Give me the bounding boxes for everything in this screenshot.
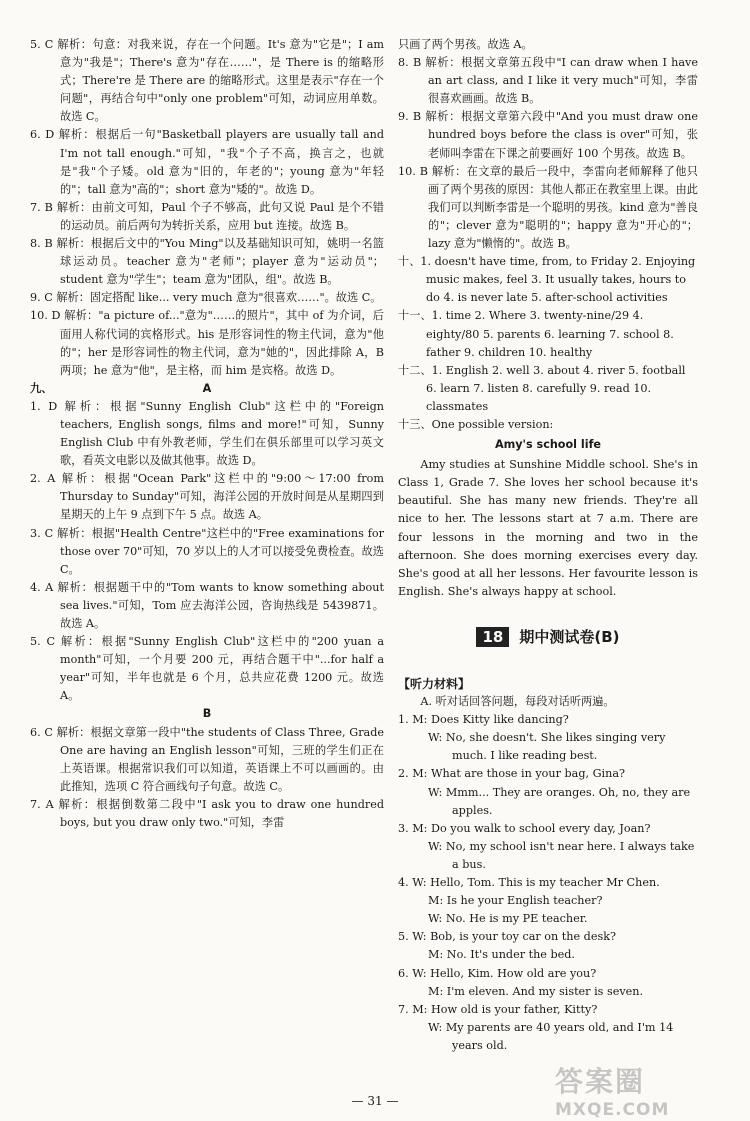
listening-section: [398, 671, 698, 1055]
answer-item: 6. C 解析：根据文章第一段中"the students of Class Three, Grade One are having an English lesson"可知，三班的学生们正在上英语课。根据常识我们可以知道，英语课上不可以画画的。由此推知，选项 C 符合画线句子句意。故选 C。: [30, 725, 384, 793]
dialogue-line: W: No, she doesn't. She likes singing very much. I like reading best.: [428, 731, 666, 763]
answer-item: 6. D 解析：根据后一句"Basketball players are usually tall and I'm not tall enough."可知，"我"个子不高，换言之，也就是"我"个子矮。old 意为"旧的，年老的"；young 意为"年轻的"；tall 意为"高的"；short 意为"矮的"。故选 D。: [30, 128, 384, 196]
answer-row: 十二、1. English 2. well 3. about 4. river 5. football 6. learn 7. listen 8. carefully 9. read 10. classmates: [398, 363, 686, 413]
dialogue-line: 2. M: What are those in your bag, Gina?: [398, 767, 625, 781]
section-part: B: [202, 707, 212, 721]
answer-row: 十三、One possible version:: [398, 417, 554, 431]
answer-item: 10. D 解析："a picture of..."意为"……的照片"，其中 of 为介词，后面用人称代词的宾格形式。his 是形容词性的物主代词，意为"他的"；her 是形容词性的物主代词，意为"她的"，因此排除 A，B 两项；he 意为"他"，是主格，而 him 是宾格。故选 D。: [30, 309, 384, 377]
test-title-text: 期中测试卷(B): [519, 627, 620, 646]
dialogue-list: [398, 711, 698, 1055]
dialogue-line: W: No. He is my PE teacher.: [428, 912, 588, 926]
answer-item: 2. A 解析：根据"Ocean Park"这栏中的"9:00～17:00 from Thursday to Sunday"可知，海洋公园的开放时间是从星期四到星期天的上午 9 点到下午 5 点。故选 A。: [30, 472, 384, 522]
answer-item: 只画了两个男孩。故选 A。: [398, 38, 533, 51]
answer-item: 8. B 解析：根据后文中的"You Ming"以及基础知识可知，姚明一名篮球运动员。teacher 意为"老师"；player 意为"运动员"；student 意为"学生"；team 意为"团队，组"。故选 B。: [30, 237, 384, 287]
dialogue-line: M: Is he your English teacher?: [428, 894, 603, 908]
watermark-url: MXQE.COM: [555, 1100, 670, 1120]
answer-item: 8. B 解析：根据文章第五段中"I can draw when I have an art class, and I like it very much"可知，李雷很喜欢画画。故选 B。: [398, 56, 698, 106]
dialogue-line: M: No. It's under the bed.: [428, 948, 575, 962]
dialogue-line: W: No, my school isn't near here. I always take a bus.: [428, 839, 695, 871]
answer-item: 4. A 解析：根据题干中的"Tom wants to know something about sea lives."可知，Tom 应去海洋公园，咨询热线是 5439871。故选 A。: [30, 580, 384, 630]
dialogue-line: 1. M: Does Kitty like dancing?: [398, 713, 569, 727]
answer-row: 十、1. doesn't have time, from, to Friday 2. Enjoying music makes, feel 3. It usually takes, hours to do 4. is never late 5. after-school activities: [398, 255, 696, 305]
answer-item: 5. C 解析：句意：对我来说，存在一个问题。It's 意为"它是"；I am 意为"我是"；There's 意为"存在……"，是 There is 的缩略形式；There're 是 There are 的缩略形式。这里是表示"存在一个问题"，再结合句中"only one problem"可知，动词应用单数。故选 C。: [30, 38, 384, 124]
left-column: [30, 36, 384, 832]
listening-heading: 【听力材料】: [398, 677, 471, 691]
answer-item: 7. A 解析：根据倒数第二段中"I ask you to draw one hundred boys, but you draw only two."可知，李雷: [30, 797, 384, 830]
section-heading: [30, 705, 384, 723]
dialogue-line: M: I'm eleven. And my sister is seven.: [428, 984, 644, 998]
test-title: [398, 627, 698, 647]
answer-item: 7. B 解析：由前文可知，Paul 个子不够高，此句又说 Paul 是个不错的运动员。前后两句为转折关系，应用 but 连接。故选 B。: [30, 200, 384, 232]
answer-row: 十一、1. time 2. Where 3. twenty-nine/29 4. eighty/80 5. parents 6. learning 7. school 8. father 9. children 10. healthy: [398, 309, 674, 359]
dialogue-line: 5. W: Bob, is your toy car on the desk?: [398, 930, 616, 944]
section-heading: [30, 380, 384, 398]
page-number: — 31 —: [351, 1094, 399, 1108]
dialogue-line: 6. W: Hello, Kim. How old are you?: [398, 966, 597, 980]
dialogue-line: 7. M: How old is your father, Kitty?: [398, 1002, 598, 1016]
dialogue-line: 3. M: Do you walk to school every day, Joan?: [398, 821, 651, 835]
section-label: 九、: [30, 381, 53, 395]
essay-title: Amy's school life: [494, 438, 602, 452]
answer-item: 1. D 解析：根据"Sunny English Club"这栏中的"Foreign teachers, English songs, films and more!"可知，Sunny English Club 中有外教老师，学生们在俱乐部里可以学习英文歌，看英文电影以及做其他事。故选 D。: [30, 399, 384, 468]
answer-item: 9. C 解析：固定搭配 like... very much 意为"很喜欢……"。故选 C。: [30, 291, 382, 305]
answer-item: 9. B 解析：根据文章第六段中"And you must draw one hundred boys before the class is over"可知，张老师叫李雷在下课之前要画好 100 个男孩。故选 B。: [398, 110, 698, 160]
dialogue-line: W: Mmm... They are oranges. Oh, no, they are apples.: [428, 785, 691, 817]
answer-item: 10. B 解析：在文章的最后一段中，李雷向老师解释了他只画了两个男孩的原因：其他人都正在教室里上课。由此我们可以判断李雷是一个聪明的男孩。kind 意为"善良的"；clever 意为"聪明的"；happy 意为"开心的"；lazy 意为"懒惰的"。故选 B。: [398, 164, 698, 251]
right-answer-list: [398, 36, 698, 434]
answer-item: 5. C 解析：根据"Sunny English Club"这栏中的"200 yuan a month"可知，一个月要 200 元，再结合题干中"...for half a year"可知，半年也就是 6 个月，总共应花费 1200 元。故选 A。: [30, 635, 384, 703]
dialogue-line: 4. W: Hello, Tom. This is my teacher Mr Chen.: [398, 876, 660, 890]
watermark-top: 答案圈: [555, 1065, 646, 1098]
listening-subheading: A. 听对话回答问题，每段对话听两遍。: [420, 695, 615, 709]
test-number-badge: 18: [476, 627, 509, 647]
essay-body: Amy studies at Sunshine Middle school. She's in Class 1, Grade 7. She loves her school because it's beautiful. She has many new friends. They're all nice to her. The lessons start at 7 a.m. There are four lessons in the morning and two in the afternoon. She does morning exercises every day. She's good at all her lessons. Her favourite lesson is English. She's always happy at school.: [398, 458, 698, 598]
watermark-logo: [555, 1060, 745, 1118]
section-part: A: [202, 381, 212, 395]
answer-item: 3. C 解析：根据"Health Centre"这栏中的"Free examinations for those over 70"可知，70 岁以上的人才可以接受免费检查。故选 C。: [30, 526, 384, 576]
dialogue-line: W: My parents are 40 years old, and I'm 14 years old.: [428, 1020, 674, 1052]
right-column: [398, 36, 698, 669]
